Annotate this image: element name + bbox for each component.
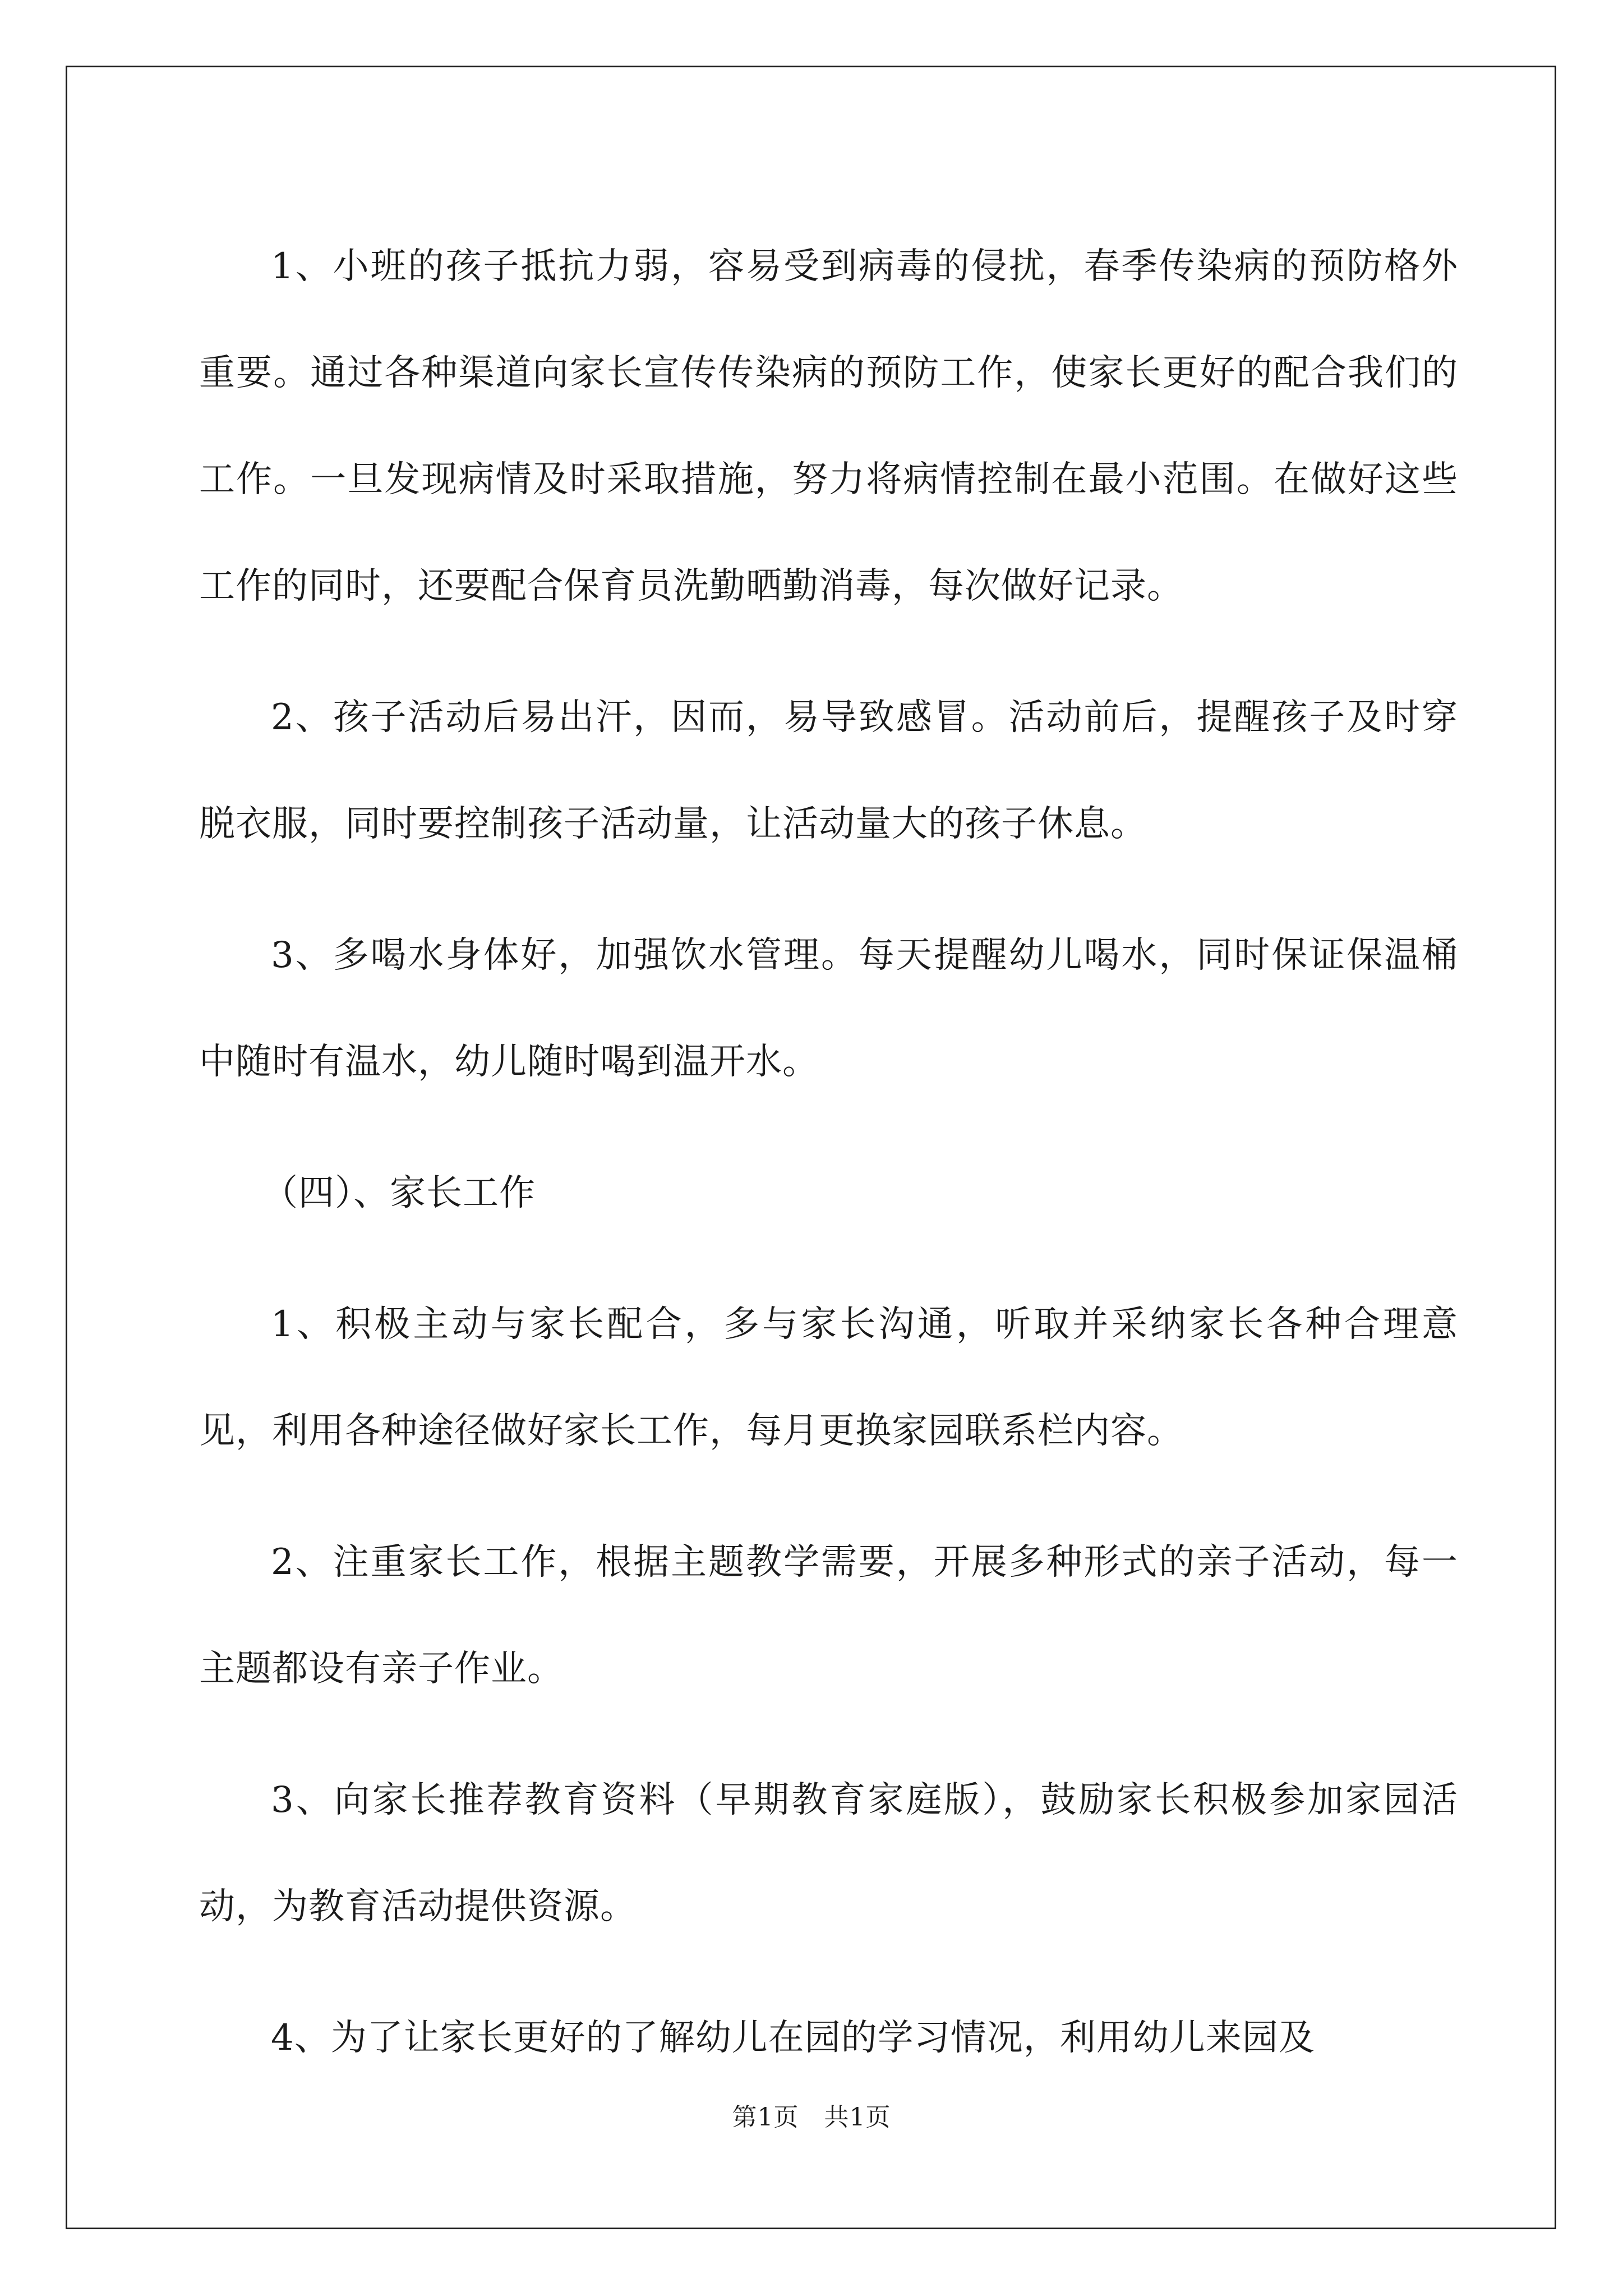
paragraph-health-1: 1、小班的孩子抵抗力弱，容易受到病毒的侵扰，春季传染病的预防格外重要。通过各种渠道向家长宣传传染病的预防工作，使家长更好的配合我们的工作。一旦发现病情及时采取措施，努力将病情控制在最小范围。在做好这些工作的同时，还要配合保育员洗勤晒勤消毒，每次做好记录。 xyxy=(199,246,1458,607)
page-number-footer: 第1页 共1页 xyxy=(732,2103,891,2132)
document-body xyxy=(199,213,1458,2116)
section-heading-parent-work: （四）、家长工作 xyxy=(262,1172,536,1214)
paragraph-parent-3: 3、向家长推荐教育资料（早期教育家庭版），鼓励家长积极参加家园活动，为教育活动提供资源。 xyxy=(199,1779,1458,1927)
paragraph-health-3: 3、多喝水身体好，加强饮水管理。每天提醒幼儿喝水，同时保证保温桶中随时有温水，幼儿随时喝到温开水。 xyxy=(199,935,1458,1083)
paragraph-health-2: 2、孩子活动后易出汗，因而，易导致感冒。活动前后，提醒孩子及时穿脱衣服，同时要控制孩子活动量，让活动量大的孩子休息。 xyxy=(199,697,1458,845)
paragraph-parent-2: 2、注重家长工作，根据主题教学需要，开展多种形式的亲子活动，每一主题都设有亲子作业。 xyxy=(199,1542,1458,1690)
paragraph-parent-1: 1、积极主动与家长配合，多与家长沟通，听取并采纳家长各种合理意见，利用各种途径做好家长工作，每月更换家园联系栏内容。 xyxy=(199,1304,1458,1452)
paragraph-parent-4: 4、为了让家长更好的了解幼儿在园的学习情况，利用幼儿来园及 xyxy=(271,2017,1315,2059)
